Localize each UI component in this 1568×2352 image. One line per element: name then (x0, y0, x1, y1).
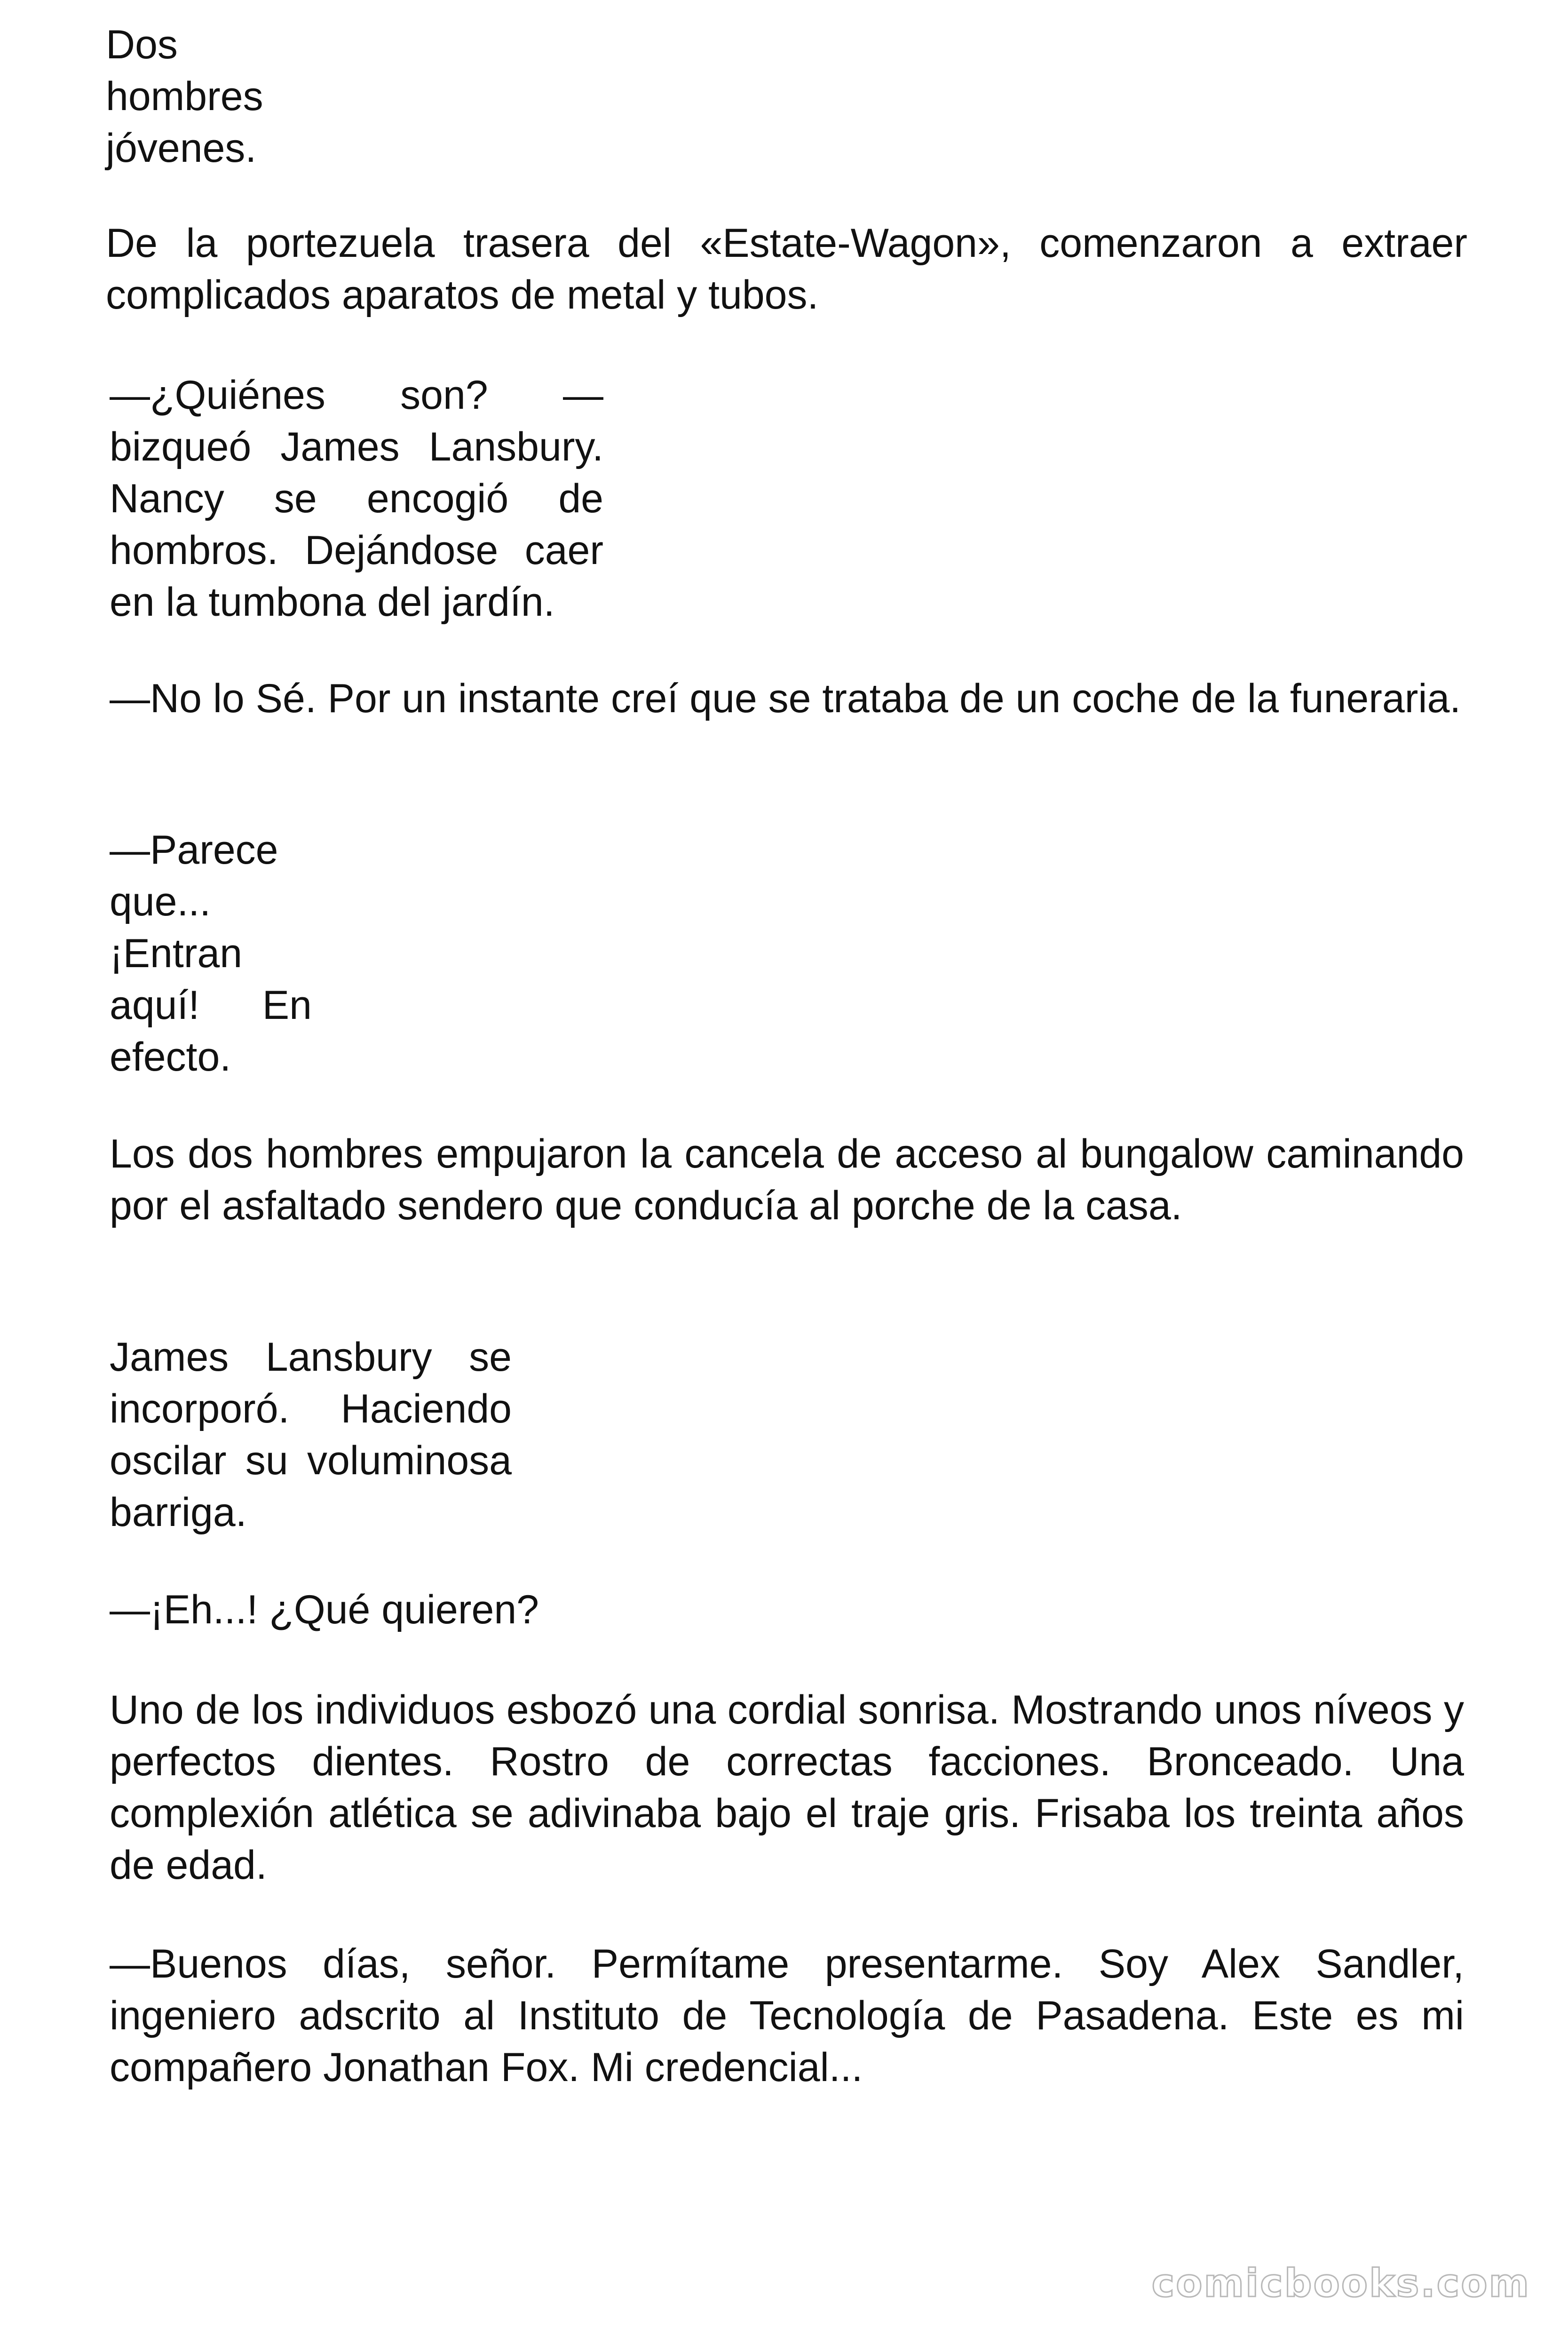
paragraph-3: —¿Quiénes son? —bizqueó James Lansbury. Nancy se encogió de hombros. Dejándose caer en la tumbona del jardín. (110, 373, 603, 625)
paragraph-7: James Lansbury se incorporó. Haciendo oscilar su voluminosa barriga. (110, 1335, 512, 1535)
paragraph-1: Dos hombres jóvenes. (106, 22, 263, 171)
paragraph-6: Los dos hombres empujaron la cancela de acceso al bungalow caminando por el asfaltado sendero que conducía al porche de la casa. (110, 1131, 1464, 1228)
paragraph-5: —Parece que... ¡Entran aquí! En efecto. (110, 827, 312, 1080)
paragraph-9: Uno de los individuos esbozó una cordial sonrisa. Mostrando unos níveos y perfectos dientes. Rostro de correctas facciones. Bronceado. Una complexión atlética se adivinaba bajo el traje gris. Frisaba los treinta años de edad. (110, 1687, 1464, 1888)
paragraph-10: —Buenos días, señor. Permítame presentarme. Soy Alex Sandler, ingeniero adscrito al Instituto de Tecnología de Pasadena. Este es mi compañero Jonathan Fox. Mi credencial... (110, 1941, 1464, 2090)
paragraph-2: De la portezuela trasera del «Estate-Wagon», comenzaron a extraer complicados aparatos de metal y tubos. (106, 221, 1467, 318)
watermark-logo: comicbooks.com (1151, 2261, 1530, 2306)
paragraph-8: —¡Eh...! ¿Qué quieren? (110, 1587, 539, 1632)
paragraph-4: —No lo Sé. Por un instante creí que se trataba de un coche de la funeraria. (110, 676, 1461, 721)
